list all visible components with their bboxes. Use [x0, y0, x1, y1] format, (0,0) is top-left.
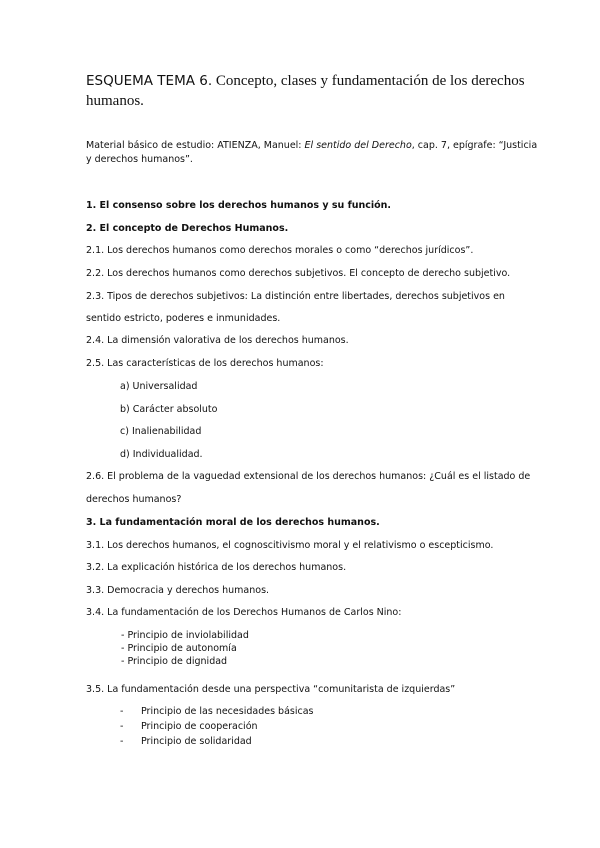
characteristic-d: d) Individualidad. — [120, 449, 203, 460]
title-rest: Concepto, clases y fundamentación de los derechos humanos. — [86, 73, 525, 109]
characteristic-c: c) Inalienabilidad — [120, 426, 202, 437]
section-2-4: 2.4. La dimensión valorativa de los derechos humanos. — [86, 335, 349, 346]
section-2-3-line-1: 2.3. Tipos de derechos subjetivos: La distinción entre libertades, derechos subjetivos en — [86, 291, 505, 302]
document-title — [86, 71, 536, 111]
material-prefix: Material básico de estudio: ATIENZA, Manuel: — [86, 140, 305, 151]
section-3-4: 3.4. La fundamentación de los Derechos Humanos de Carlos Nino: — [86, 607, 402, 618]
title-lead: ESQUEMA TEMA 6. — [86, 73, 213, 89]
comunitarista-principle: Principio de las necesidades básicas — [141, 706, 314, 717]
section-3-2: 3.2. La explicación histórica de los derechos humanos. — [86, 562, 347, 573]
section-2-1: 2.1. Los derechos humanos como derechos morales o como “derechos jurídicos”. — [86, 245, 474, 256]
list-bullet: - — [120, 736, 124, 747]
material-line-1 — [86, 139, 537, 153]
section-1: 1. El consenso sobre los derechos humanos y su función. — [86, 200, 392, 211]
material-suffix: , cap. 7, epígrafe: “Justicia — [411, 140, 538, 151]
section-3-3: 3.3. Democracia y derechos humanos. — [86, 585, 270, 596]
list-bullet: - — [120, 706, 124, 717]
list-bullet: - — [120, 721, 124, 732]
section-3: 3. La fundamentación moral de los derechos humanos. — [86, 517, 380, 528]
nino-principle: - Principio de autonomía — [121, 643, 237, 654]
characteristic-a: a) Universalidad — [120, 381, 198, 392]
section-2-6-line-1: 2.6. El problema de la vaguedad extensional de los derechos humanos: ¿Cuál es el listado de — [86, 471, 531, 482]
comunitarista-principle: Principio de solidaridad — [141, 736, 252, 747]
characteristic-b: b) Carácter absoluto — [120, 404, 218, 415]
material-book: El sentido del Derecho — [304, 140, 412, 151]
section-3-1: 3.1. Los derechos humanos, el cognoscitivismo moral y el relativismo o escepticismo. — [86, 540, 494, 551]
section-2-5: 2.5. Las características de los derechos humanos: — [86, 358, 324, 369]
material-line-2: y derechos humanos”. — [86, 154, 193, 165]
section-2-3-line-2: sentido estricto, poderes e inmunidades. — [86, 313, 281, 324]
section-2: 2. El concepto de Derechos Humanos. — [86, 223, 289, 234]
section-2-2: 2.2. Los derechos humanos como derechos subjetivos. El concepto de derecho subjetivo. — [86, 268, 511, 279]
nino-principle: - Principio de inviolabilidad — [121, 630, 249, 641]
section-3-5: 3.5. La fundamentación desde una perspectiva “comunitarista de izquierdas” — [86, 684, 456, 695]
comunitarista-principle: Principio de cooperación — [141, 721, 258, 732]
section-2-6-line-2: derechos humanos? — [86, 494, 182, 505]
nino-principle: - Principio de dignidad — [121, 656, 228, 667]
